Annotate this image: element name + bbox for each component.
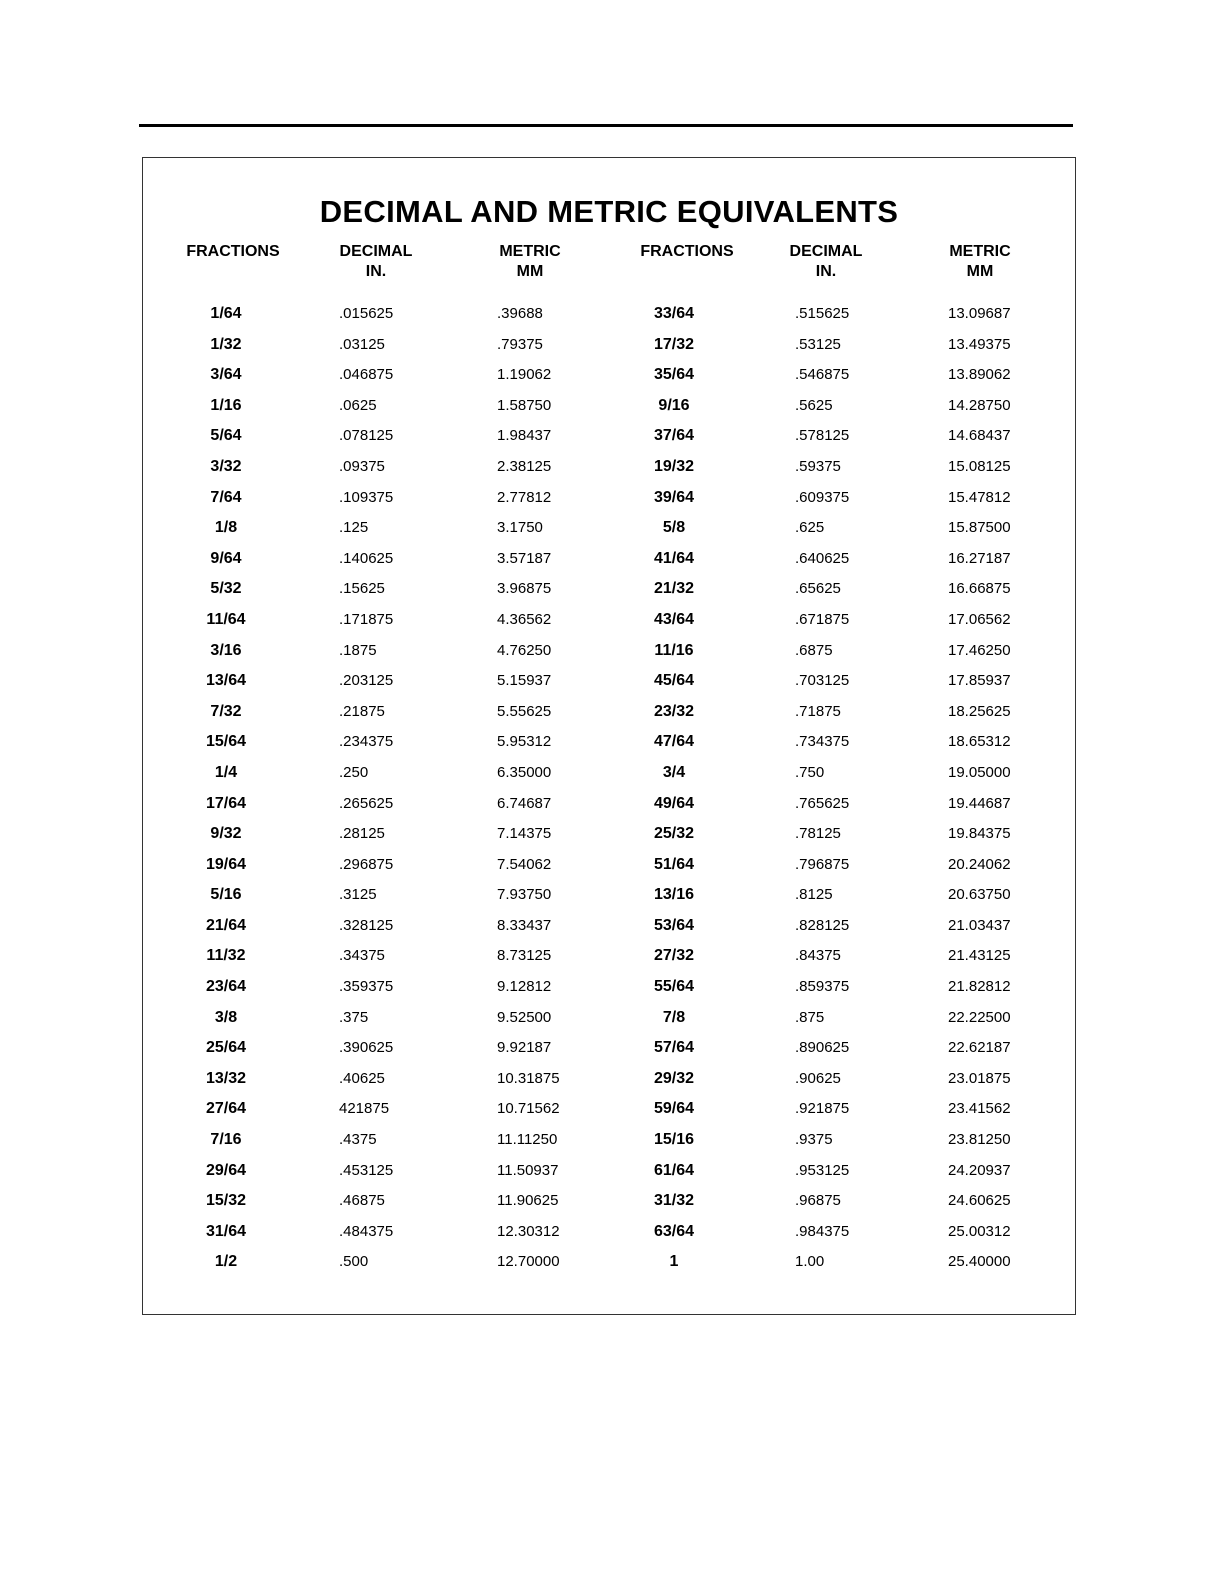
fraction-right: 21/32 [653,580,695,598]
fraction-right: 57/64 [653,1039,695,1057]
table-row [143,702,1075,733]
metric-left: 9.12812 [497,978,552,996]
metric-left: 7.93750 [497,886,552,904]
decimal-right: .96875 [795,1192,841,1210]
decimal-right: .625 [795,519,825,537]
metric-right: 21.82812 [948,978,1011,996]
header-decimal-left-line2: IN. [365,263,387,280]
decimal-left: .40625 [339,1069,385,1087]
decimal-left: .46875 [339,1192,385,1210]
table-row [143,1252,1075,1283]
table-row [143,946,1075,977]
metric-right: 17.85937 [948,672,1011,690]
decimal-right: .671875 [795,610,850,628]
fraction-right: 13/16 [653,886,695,904]
fraction-left: 23/64 [205,978,247,996]
metric-right: 17.46250 [948,641,1011,659]
metric-right: 23.81250 [948,1131,1011,1149]
fraction-left: 21/64 [205,916,247,934]
decimal-right: .53125 [795,335,841,353]
metric-right: 19.84375 [948,825,1011,843]
fraction-left: 7/64 [210,488,242,506]
equivalents-table [142,157,1076,1315]
fraction-right: 27/32 [653,947,695,965]
metric-left: 11.50937 [497,1161,559,1179]
metric-left: 3.1750 [497,519,543,537]
metric-left: 8.73125 [497,947,552,965]
decimal-right: .515625 [795,305,850,322]
table-row [143,304,1075,335]
metric-left: 3.96875 [497,580,552,598]
metric-right: 18.25625 [948,702,1011,720]
table-row [143,794,1075,825]
metric-right: 13.89062 [948,366,1011,384]
decimal-right: .750 [795,763,825,781]
metric-right: 15.87500 [948,519,1011,537]
fraction-left: 27/64 [205,1100,247,1118]
table-row [143,916,1075,947]
metric-right: 23.41562 [948,1100,1011,1118]
fraction-left: 3/32 [210,457,242,475]
decimal-right: .796875 [795,855,850,873]
metric-left: 9.92187 [497,1039,552,1057]
metric-left: 11.90625 [497,1192,559,1210]
fraction-left: 19/64 [205,855,247,873]
table-row [143,732,1075,763]
metric-right: 19.05000 [948,763,1011,781]
decimal-left: 421875 [339,1100,390,1118]
decimal-left: .1875 [339,641,377,659]
decimal-left: .171875 [339,610,394,628]
table-row [143,365,1075,396]
table-row [143,824,1075,855]
metric-right: 17.06562 [948,610,1011,628]
metric-right: 21.43125 [948,947,1011,965]
fraction-left: 13/32 [205,1069,247,1087]
fraction-left: 9/32 [210,825,242,843]
fraction-left: 7/16 [210,1131,242,1149]
metric-left: 12.70000 [497,1253,560,1271]
decimal-right: .578125 [795,427,850,445]
table-row [143,610,1075,641]
decimal-left: .484375 [339,1222,394,1240]
decimal-right: .828125 [795,916,850,934]
table-row [143,518,1075,549]
decimal-right: .546875 [795,366,850,384]
fraction-left: 29/64 [205,1161,247,1179]
table-row [143,763,1075,794]
decimal-left: .3125 [339,886,377,904]
fraction-right: 17/32 [653,335,695,353]
decimal-left: .28125 [339,825,385,843]
fraction-left: 1/8 [214,519,238,537]
page-title: DECIMAL AND METRIC EQUIVALENTS [319,194,899,229]
metric-right: 21.03437 [948,916,1011,934]
metric-right: 16.27187 [948,549,1011,567]
fraction-left: 7/32 [210,702,242,720]
table-row [143,1222,1075,1253]
fraction-left: 9/64 [210,549,242,567]
header-metric-left-line2: MM [516,263,544,280]
header-metric-right [930,242,1030,282]
metric-right: 25.00312 [948,1222,1011,1240]
fraction-right: 33/64 [653,305,695,322]
header-decimal-right [776,242,876,282]
table-row [143,977,1075,1008]
metric-right: 24.60625 [948,1192,1011,1210]
fraction-right: 9/16 [658,396,690,414]
fraction-right: 55/64 [653,978,695,996]
decimal-left: .390625 [339,1039,394,1057]
metric-left: 4.76250 [497,641,552,659]
header-decimal-left-line1: DECIMAL [339,243,413,260]
fraction-right: 19/32 [653,457,695,475]
metric-right: 19.44687 [948,794,1011,812]
header-decimal-right-line1: DECIMAL [789,243,863,260]
decimal-left: .359375 [339,978,394,996]
metric-left: 11.11250 [497,1131,558,1149]
fraction-left: 3/64 [210,366,242,384]
decimal-left: .15625 [339,580,385,598]
table-row [143,1038,1075,1069]
fraction-right: 47/64 [653,733,695,751]
decimal-right: .640625 [795,549,850,567]
decimal-left: .4375 [339,1131,377,1149]
metric-right: 16.66875 [948,580,1011,598]
decimal-right: .90625 [795,1069,841,1087]
fraction-left: 13/64 [205,672,247,690]
decimal-left: .21875 [339,702,385,720]
fraction-right: 5/8 [662,519,686,537]
metric-left: 5.95312 [497,733,552,751]
fraction-left: 1/4 [214,763,238,781]
table-row [143,549,1075,580]
decimal-left: .109375 [339,488,394,506]
table-row [143,396,1075,427]
decimal-left: .265625 [339,794,394,812]
header-metric-left-line1: METRIC [499,243,561,260]
header-metric-right-line2: MM [966,263,994,280]
metric-right: 20.63750 [948,886,1011,904]
fraction-left: 1/64 [210,305,242,322]
fraction-left: 5/64 [210,427,242,445]
table-row [143,335,1075,366]
decimal-right: .59375 [795,457,841,475]
table-row [143,1099,1075,1130]
decimal-right: .609375 [795,488,850,506]
decimal-left: .500 [339,1253,369,1271]
decimal-left: .03125 [339,335,385,353]
decimal-left: .140625 [339,549,394,567]
metric-left: 8.33437 [497,916,552,934]
fraction-right: 49/64 [653,794,695,812]
table-row [143,488,1075,519]
metric-left: 1.19062 [497,366,552,384]
table-row [143,1008,1075,1039]
metric-left: 6.35000 [497,763,552,781]
decimal-left: .09375 [339,457,385,475]
table-row [143,885,1075,916]
metric-left: 1.58750 [497,396,552,414]
table-row [143,457,1075,488]
table-row [143,641,1075,672]
fraction-right: 15/16 [653,1131,695,1149]
header-fractions-left-label: FRACTIONS [186,243,280,260]
metric-left: 7.54062 [497,855,552,873]
decimal-right: .859375 [795,978,850,996]
metric-left: 12.30312 [497,1222,560,1240]
decimal-right: .78125 [795,825,841,843]
metric-left: 5.55625 [497,702,552,720]
decimal-left: .453125 [339,1161,394,1179]
metric-left: 6.74687 [497,794,552,812]
metric-left: 1.98437 [497,427,552,445]
fraction-right: 11/16 [654,641,694,659]
header-decimal-left [326,242,426,282]
decimal-right: .9375 [795,1131,833,1149]
table-body [143,304,1075,1283]
decimal-right: .765625 [795,794,850,812]
metric-right: 25.40000 [948,1253,1011,1271]
metric-left: .39688 [497,305,543,322]
table-row [143,426,1075,457]
header-fractions-right-label: FRACTIONS [640,243,734,260]
fraction-left: 25/64 [205,1039,247,1057]
table-row [143,579,1075,610]
decimal-left: .125 [339,519,369,537]
fraction-right: 37/64 [653,427,695,445]
header-fractions-right [637,242,737,262]
fraction-right: 63/64 [653,1222,695,1240]
decimal-right: 1.00 [795,1253,825,1271]
fraction-left: 31/64 [205,1222,247,1240]
table-row [143,1130,1075,1161]
metric-left: 3.57187 [497,549,552,567]
fraction-right: 51/64 [653,855,695,873]
decimal-right: .65625 [795,580,841,598]
decimal-right: .84375 [795,947,841,965]
table-row [143,1191,1075,1222]
fraction-right: 31/32 [653,1192,695,1210]
fraction-right: 25/32 [653,825,695,843]
metric-right: 20.24062 [948,855,1011,873]
decimal-right: .8125 [795,886,833,904]
fraction-right: 45/64 [653,672,695,690]
metric-right: 22.62187 [948,1039,1011,1057]
fraction-right: 35/64 [653,366,695,384]
metric-right: 24.20937 [948,1161,1011,1179]
decimal-left: .328125 [339,916,394,934]
fraction-right: 59/64 [653,1100,695,1118]
fraction-right: 1 [669,1253,679,1271]
decimal-right: .953125 [795,1161,850,1179]
decimal-left: .015625 [339,305,394,322]
metric-left: 2.38125 [497,457,552,475]
decimal-right: .890625 [795,1039,850,1057]
decimal-left: .296875 [339,855,394,873]
decimal-left: .375 [339,1008,369,1026]
decimal-right: .875 [795,1008,825,1026]
decimal-left: .34375 [339,947,385,965]
decimal-right: .984375 [795,1222,850,1240]
metric-right: 13.49375 [948,335,1011,353]
metric-left: .79375 [497,335,543,353]
header-metric-left [480,242,580,282]
decimal-right: .734375 [795,733,850,751]
decimal-left: .078125 [339,427,394,445]
metric-left: 5.15937 [497,672,552,690]
fraction-left: 1/16 [210,396,242,414]
metric-right: 14.68437 [948,427,1011,445]
decimal-left: .046875 [339,366,394,384]
metric-left: 10.71562 [497,1100,560,1118]
fraction-left: 1/32 [210,335,242,353]
fraction-right: 39/64 [653,488,695,506]
top-rule [139,124,1073,127]
metric-right: 14.28750 [948,396,1011,414]
fraction-left: 15/64 [205,733,247,751]
fraction-left: 3/8 [214,1008,238,1026]
fraction-left: 17/64 [205,794,247,812]
fraction-right: 53/64 [653,916,695,934]
fraction-right: 43/64 [653,610,695,628]
fraction-right: 3/4 [662,763,686,781]
metric-right: 23.01875 [948,1069,1011,1087]
header-metric-right-line1: METRIC [949,243,1011,260]
metric-left: 7.14375 [497,825,552,843]
header-fractions-left [183,242,283,262]
header-decimal-right-line2: IN. [815,263,837,280]
metric-left: 10.31875 [497,1069,560,1087]
decimal-right: .6875 [795,641,833,659]
decimal-right: .5625 [795,396,833,414]
fraction-left: 1/2 [214,1253,238,1271]
decimal-right: .921875 [795,1100,850,1118]
decimal-right: .71875 [795,702,841,720]
metric-right: 13.09687 [948,305,1011,322]
decimal-left: .234375 [339,733,394,751]
fraction-right: 7/8 [662,1008,686,1026]
fraction-left: 3/16 [210,641,242,659]
metric-left: 9.52500 [497,1008,552,1026]
metric-right: 22.22500 [948,1008,1011,1026]
decimal-left: .0625 [339,396,377,414]
decimal-left: .250 [339,763,369,781]
metric-right: 15.47812 [948,488,1011,506]
fraction-right: 23/32 [653,702,695,720]
decimal-right: .703125 [795,672,850,690]
metric-right: 18.65312 [948,733,1011,751]
decimal-left: .203125 [339,672,394,690]
fraction-right: 41/64 [653,549,695,567]
fraction-left: 5/16 [210,886,242,904]
table-row [143,1161,1075,1192]
fraction-left: 5/32 [210,580,242,598]
fraction-left: 11/64 [206,610,246,628]
metric-left: 2.77812 [497,488,552,506]
fraction-left: 15/32 [205,1192,247,1210]
table-row [143,1069,1075,1100]
fraction-right: 29/32 [653,1069,695,1087]
table-row [143,671,1075,702]
metric-right: 15.08125 [948,457,1011,475]
metric-left: 4.36562 [497,610,552,628]
table-row [143,855,1075,886]
fraction-left: 11/32 [206,947,246,965]
fraction-right: 61/64 [653,1161,695,1179]
